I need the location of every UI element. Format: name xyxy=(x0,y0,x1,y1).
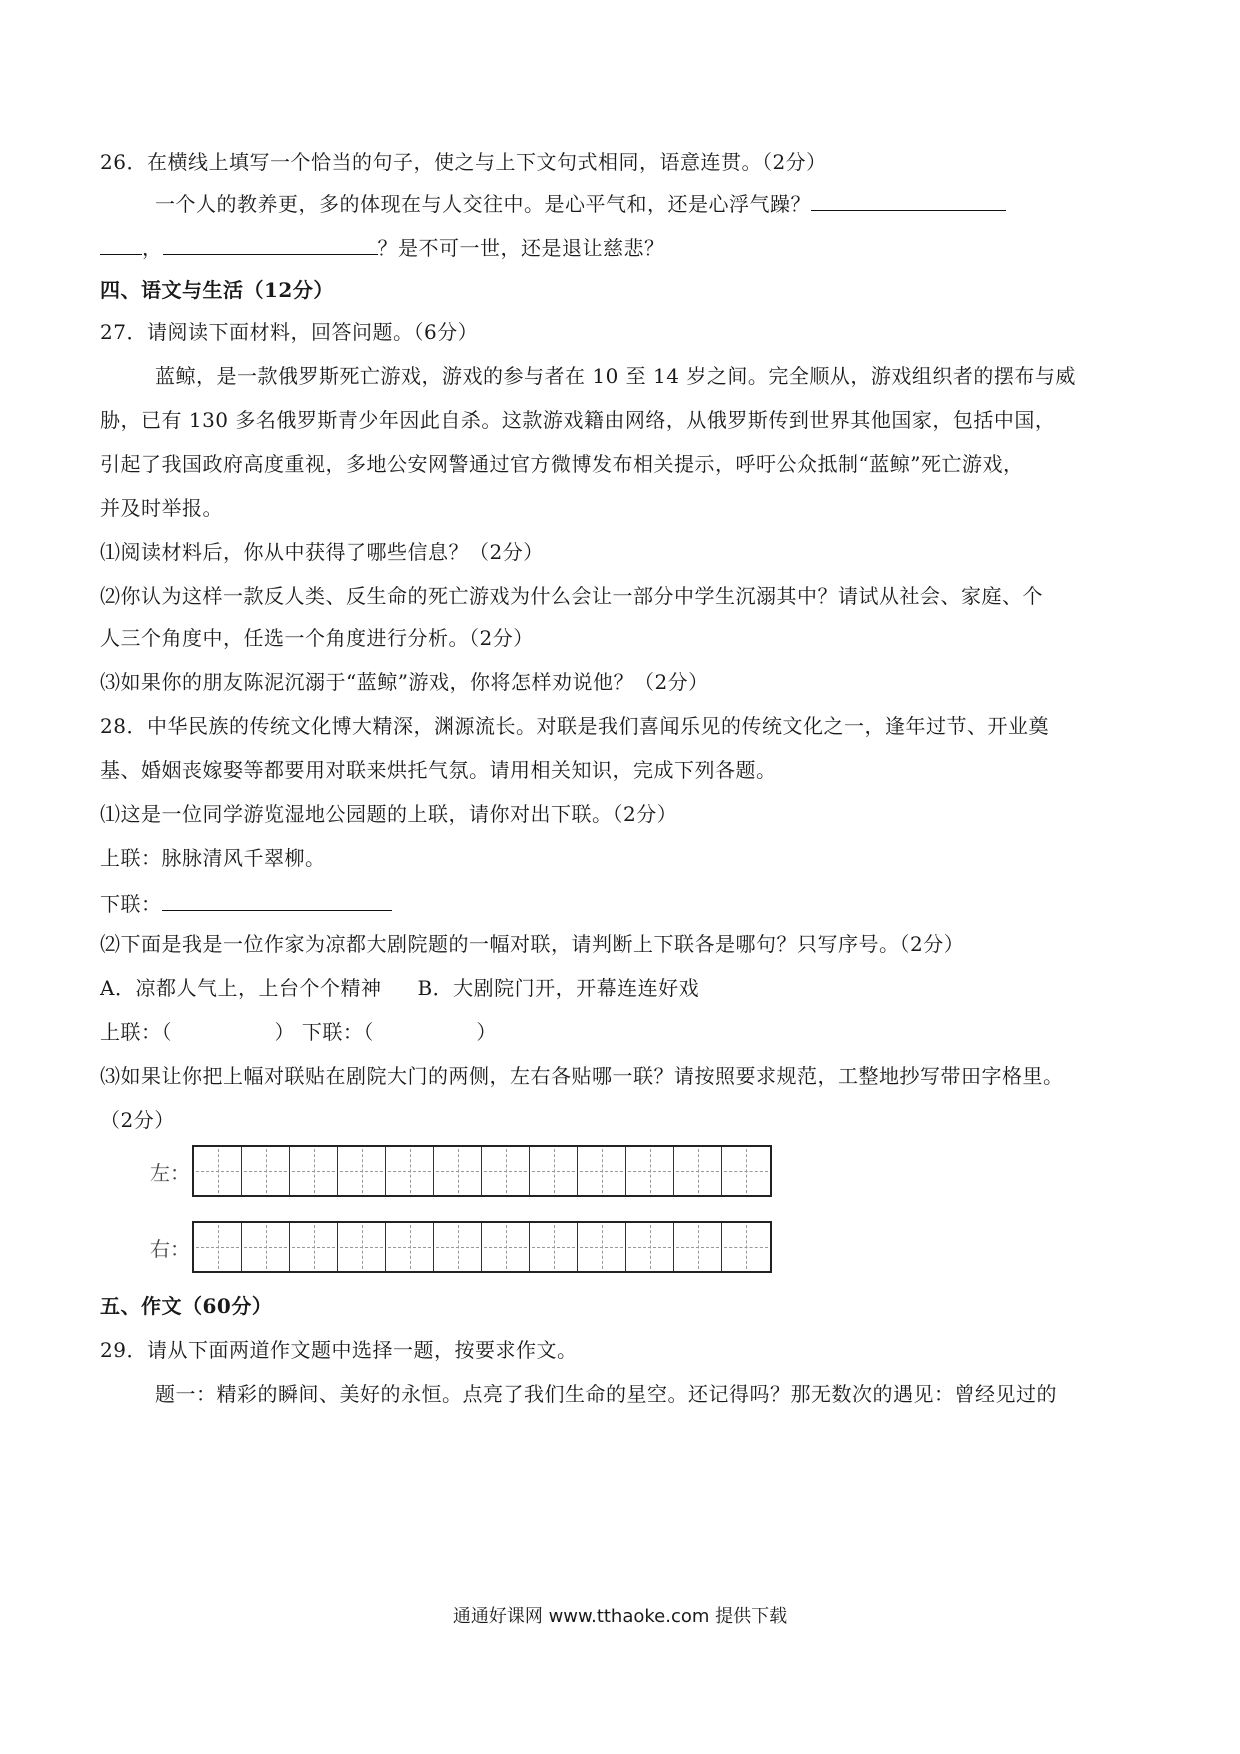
q28-xialian xyxy=(100,888,1140,918)
grid-cell[interactable] xyxy=(674,1147,722,1195)
q26-line2 xyxy=(100,232,1140,262)
q29-title: 29．请从下面两道作文题中选择一题，按要求作文。 xyxy=(100,1338,578,1362)
q27-para-1: 蓝鲸，是一款俄罗斯死亡游戏，游戏的参与者在 10 至 14 岁之间。完全顺从，游戏组织者的摆布与威 xyxy=(155,364,1076,388)
q27-para-2: 胁，已有 130 多名俄罗斯青少年因此自杀。这款游戏籍由网络，从俄罗斯传到世界其他国家，包括中国， xyxy=(100,408,1056,432)
q28-sub3a: ⑶如果让你把上幅对联贴在剧院大门的两侧，左右各贴哪一联？请按照要求规范，工整地抄写带田字格里。 xyxy=(100,1064,1064,1088)
grid-cell[interactable] xyxy=(194,1223,242,1271)
answer-blank-1[interactable] xyxy=(811,188,1006,211)
left-tianzi-grid[interactable] xyxy=(192,1145,772,1197)
q27-para-4: 并及时举报。 xyxy=(100,496,223,520)
grid-cell[interactable] xyxy=(242,1223,290,1271)
grid-cell[interactable] xyxy=(290,1223,338,1271)
grid-cell[interactable] xyxy=(674,1223,722,1271)
grid-cell[interactable] xyxy=(626,1223,674,1271)
section-5-heading: 五、作文（60分） xyxy=(100,1294,273,1318)
q27-title: 27．请阅读下面材料，回答问题。（6分） xyxy=(100,320,479,344)
page-footer: 通通好课网 www.tthaoke.com 提供下载 xyxy=(452,1606,788,1627)
q28-sub2: ⑵下面是我是一位作家为凉都大剧院题的一幅对联，请判断上下联各是哪句？只写序号。（2分） xyxy=(100,932,965,956)
grid-cell[interactable] xyxy=(530,1147,578,1195)
q28-shanglian: 上联：脉脉清风千翠柳。 xyxy=(100,846,326,870)
q27-sub2a: ⑵你认为这样一款反人类、反生命的死亡游戏为什么会让一部分中学生沉溺其中？请试从社会、家庭、个 xyxy=(100,584,1043,608)
q27-sub2b: 人三个角度中，任选一个角度进行分析。（2分） xyxy=(100,626,534,650)
grid-cell[interactable] xyxy=(242,1147,290,1195)
q26-title: 26．在横线上填写一个恰当的句子，使之与上下文句式相同，语意连贯。（2分） xyxy=(100,150,827,174)
right-tianzi-grid[interactable] xyxy=(192,1221,772,1273)
right-label: 右： xyxy=(150,1236,190,1261)
grid-cell[interactable] xyxy=(338,1147,386,1195)
grid-cell[interactable] xyxy=(482,1147,530,1195)
grid-cell[interactable] xyxy=(386,1147,434,1195)
grid-cell[interactable] xyxy=(722,1223,770,1271)
q27-para-3: 引起了我国政府高度重视，多地公安网警通过官方微博发布相关提示，呼吁公众抵制“蓝鲸”死亡游戏， xyxy=(100,452,1024,476)
q28-sub1: ⑴这是一位同学游览湿地公园题的上联，请你对出下联。（2分） xyxy=(100,802,678,826)
left-label: 左： xyxy=(150,1160,190,1185)
grid-cell[interactable] xyxy=(722,1147,770,1195)
q27-sub1: ⑴阅读材料后，你从中获得了哪些信息？（2分） xyxy=(100,540,544,564)
grid-cell[interactable] xyxy=(530,1223,578,1271)
grid-cell[interactable] xyxy=(482,1223,530,1271)
grid-cell[interactable] xyxy=(290,1147,338,1195)
right-grid-row xyxy=(150,1222,772,1272)
grid-cell[interactable] xyxy=(338,1223,386,1271)
q28-sub3b: （2分） xyxy=(100,1108,175,1132)
q28-intro-b: 基、婚姻丧嫁娶等都要用对联来烘托气氛。请用相关知识，完成下列各题。 xyxy=(100,758,777,782)
option-a: A．凉都人气上，上台个个精神 xyxy=(100,976,382,1000)
answer-blank-2[interactable] xyxy=(100,232,142,255)
xialian-blank[interactable] xyxy=(162,888,392,911)
q28-options xyxy=(100,974,1140,1002)
section-4-heading: 四、语文与生活（12分） xyxy=(100,278,334,302)
q26-separator: ， xyxy=(142,236,163,260)
left-grid-row xyxy=(150,1146,772,1196)
q27-sub3: ⑶如果你的朋友陈泥沉溺于“蓝鲸”游戏，你将怎样劝说他？（2分） xyxy=(100,670,709,694)
q26-line1-text: 一个人的教养更，多的体现在与人交往中。是心平气和，还是心浮气躁？ xyxy=(155,192,811,216)
grid-cell[interactable] xyxy=(194,1147,242,1195)
answer-blank-3[interactable] xyxy=(163,232,378,255)
q28-intro-a: 28．中华民族的传统文化博大精深，渊源流长。对联是我们喜闻乐见的传统文化之一，逢年过节、开业奠 xyxy=(100,714,1049,738)
grid-cell[interactable] xyxy=(578,1223,626,1271)
grid-cell[interactable] xyxy=(434,1223,482,1271)
grid-cell[interactable] xyxy=(434,1147,482,1195)
q29-topic1: 题一：精彩的瞬间、美好的永恒。点亮了我们生命的星空。还记得吗？那无数次的遇见：曾经见过的 xyxy=(155,1382,1057,1406)
option-b: B．大剧院门开，开幕连连好戏 xyxy=(417,976,700,1000)
grid-cell[interactable] xyxy=(626,1147,674,1195)
q28-answer-line[interactable]: 上联：（ ） 下联：（ ） xyxy=(100,1020,497,1044)
xialian-label: 下联： xyxy=(100,892,162,916)
grid-cell[interactable] xyxy=(386,1223,434,1271)
q26-line2-text: ？是不可一世，还是退让慈悲？ xyxy=(377,236,665,260)
grid-cell[interactable] xyxy=(578,1147,626,1195)
q26-line1 xyxy=(155,188,1195,218)
